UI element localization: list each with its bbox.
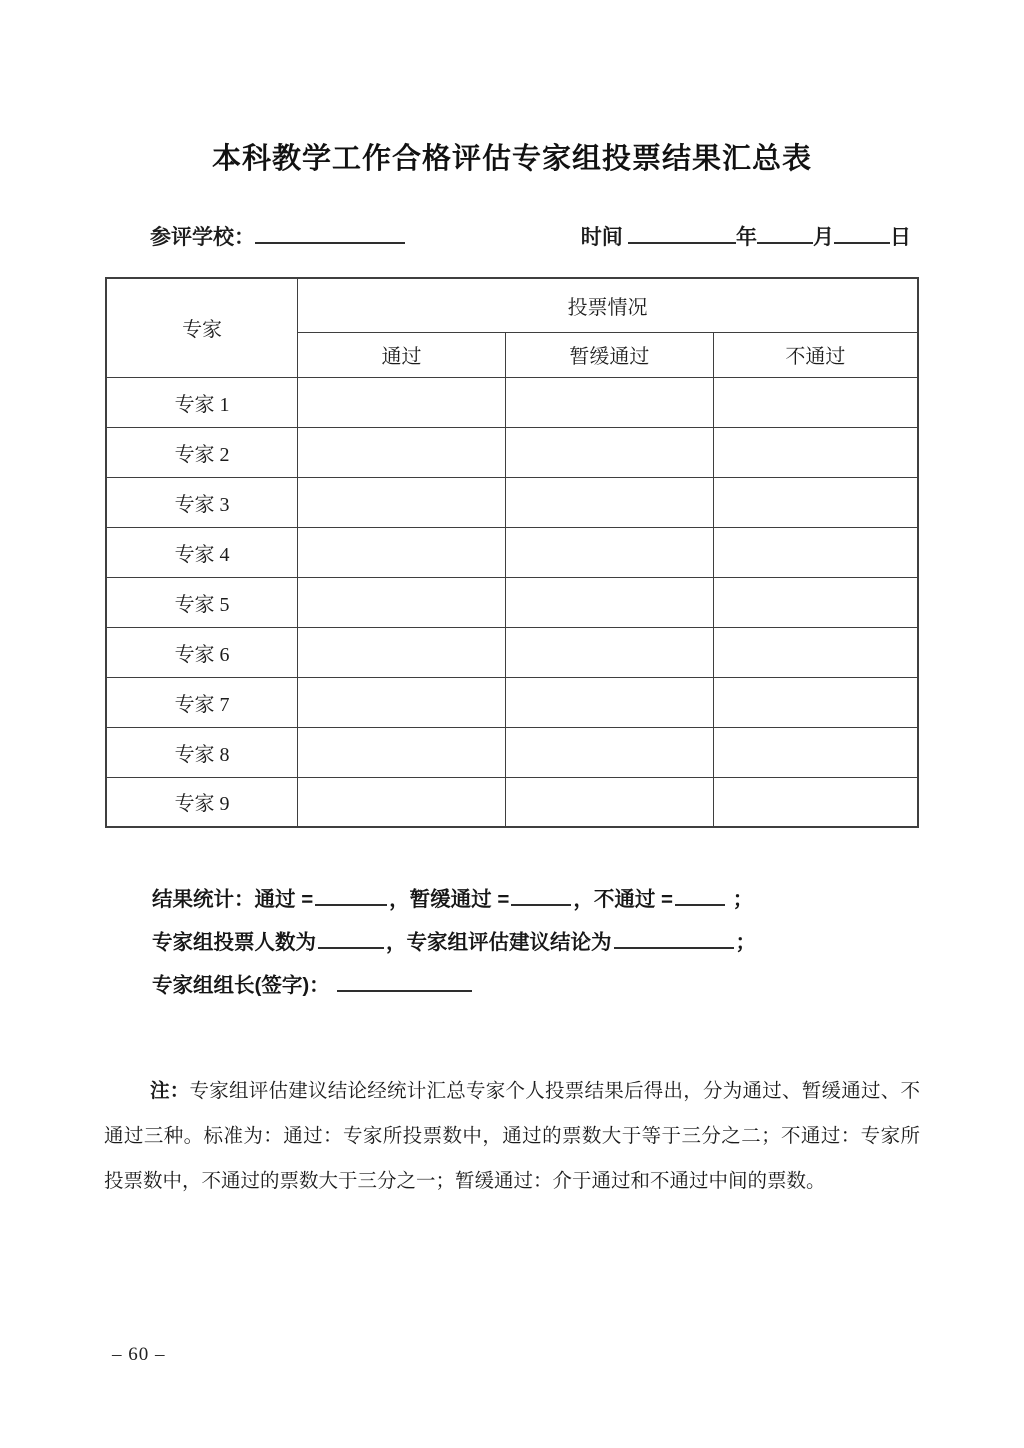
form-header-row bbox=[150, 221, 911, 251]
column-header-pass: 通过 bbox=[298, 332, 506, 377]
voter-count-blank bbox=[318, 929, 384, 950]
vote-cell bbox=[298, 377, 506, 427]
summary-line-2 bbox=[152, 921, 1024, 964]
signature-blank bbox=[337, 972, 472, 993]
column-header-fail: 不通过 bbox=[713, 332, 918, 377]
voting-table bbox=[105, 277, 919, 828]
year-blank-field bbox=[628, 223, 736, 244]
conclusion-blank bbox=[614, 929, 734, 950]
table-row bbox=[106, 727, 918, 777]
signature-label: 专家组组长(签字)： bbox=[152, 974, 330, 997]
summary-line-1 bbox=[152, 878, 1024, 921]
vote-cell bbox=[713, 727, 918, 777]
vote-cell bbox=[505, 727, 713, 777]
note-label: 注： bbox=[150, 1081, 190, 1102]
year-label: 年 bbox=[736, 225, 757, 249]
vote-cell bbox=[298, 477, 506, 527]
day-label: 日 bbox=[890, 225, 911, 249]
vote-cell bbox=[505, 777, 713, 827]
month-blank-field bbox=[757, 223, 813, 244]
pass-count-blank bbox=[315, 886, 387, 907]
vote-cell bbox=[505, 427, 713, 477]
table-row bbox=[106, 477, 918, 527]
vote-cell bbox=[713, 777, 918, 827]
fail-count-label: ，不通过 = bbox=[573, 888, 674, 911]
note-text: 专家组评估建议结论经统计汇总专家个人投票结果后得出，分为通过、暂缓通过、不通过三种。标准为：通过：专家所投票数中，通过的票数大于等于三分之二；不通过：专家所投票数中，不通过的票数大于三分之一；暂缓通过：介于通过和不通过中间的票数。 bbox=[104, 1081, 920, 1192]
table-row bbox=[106, 577, 918, 627]
expert-row-label: 专家 1 bbox=[106, 377, 298, 427]
vote-cell bbox=[505, 377, 713, 427]
vote-cell bbox=[713, 477, 918, 527]
school-blank-field bbox=[255, 223, 405, 244]
expert-row-label: 专家 5 bbox=[106, 577, 298, 627]
vote-cell bbox=[505, 627, 713, 677]
expert-row-label: 专家 7 bbox=[106, 677, 298, 727]
line1-end-punct: ； bbox=[732, 888, 754, 911]
day-blank-field bbox=[834, 223, 890, 244]
column-header-deferred: 暂缓通过 bbox=[505, 332, 713, 377]
expert-corner-header: 专家 bbox=[106, 278, 298, 377]
table-row bbox=[106, 627, 918, 677]
note-paragraph bbox=[104, 1069, 920, 1204]
expert-row-label: 专家 8 bbox=[106, 727, 298, 777]
vote-cell bbox=[505, 477, 713, 527]
pass-count-label: 结果统计：通过 = bbox=[152, 888, 314, 911]
vote-cell bbox=[298, 577, 506, 627]
school-field-group bbox=[150, 221, 405, 251]
vote-cell bbox=[298, 527, 506, 577]
vote-cell bbox=[713, 527, 918, 577]
deferred-count-blank bbox=[511, 886, 571, 907]
table-row bbox=[106, 677, 918, 727]
vote-cell bbox=[713, 377, 918, 427]
vote-cell bbox=[298, 727, 506, 777]
date-field-group bbox=[581, 221, 911, 251]
table-row bbox=[106, 777, 918, 827]
fail-count-blank bbox=[675, 886, 725, 907]
result-summary-block bbox=[152, 878, 1024, 1007]
vote-cell bbox=[298, 677, 506, 727]
vote-cell bbox=[505, 577, 713, 627]
table-row bbox=[106, 377, 918, 427]
deferred-count-label: ，暂缓通过 = bbox=[389, 888, 510, 911]
table-row bbox=[106, 427, 918, 477]
voting-table-container bbox=[105, 277, 919, 828]
voter-count-label: 专家组投票人数为 bbox=[152, 931, 316, 954]
vote-cell bbox=[505, 527, 713, 577]
vote-cell bbox=[505, 677, 713, 727]
expert-row-label: 专家 4 bbox=[106, 527, 298, 577]
vote-cell bbox=[298, 777, 506, 827]
page-title: 本科教学工作合格评估专家组投票结果汇总表 bbox=[211, 143, 812, 175]
vote-cell bbox=[713, 427, 918, 477]
expert-row-label: 专家 3 bbox=[106, 477, 298, 527]
month-label: 月 bbox=[813, 225, 834, 249]
line2-end-punct: ； bbox=[735, 931, 756, 954]
vote-cell bbox=[713, 577, 918, 627]
vote-cell bbox=[298, 427, 506, 477]
page-number: – 60 – bbox=[112, 1344, 166, 1365]
voting-status-group-header: 投票情况 bbox=[298, 278, 918, 332]
expert-row-label: 专家 9 bbox=[106, 777, 298, 827]
table-row bbox=[106, 527, 918, 577]
time-label: 时间 bbox=[580, 225, 623, 249]
conclusion-label: ，专家组评估建议结论为 bbox=[386, 931, 612, 954]
expert-row-label: 专家 2 bbox=[106, 427, 298, 477]
vote-cell bbox=[713, 677, 918, 727]
school-label: 参评学校： bbox=[150, 225, 255, 249]
vote-cell bbox=[298, 627, 506, 677]
vote-cell bbox=[713, 627, 918, 677]
summary-line-3 bbox=[152, 964, 1024, 1007]
expert-row-label: 专家 6 bbox=[106, 627, 298, 677]
